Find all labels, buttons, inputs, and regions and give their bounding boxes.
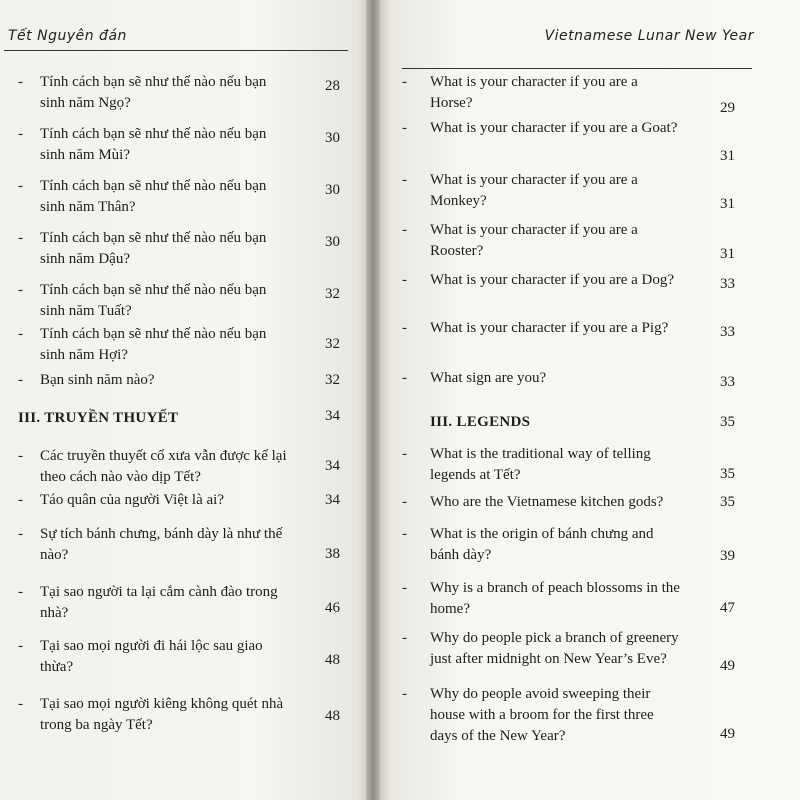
entry-line: Tính cách bạn sẽ như thế nào nếu bạn — [40, 74, 267, 90]
entry-line: Tại sao mọi người đi hái lộc sau giao — [40, 638, 263, 654]
entry-page-number: 33 — [720, 324, 735, 340]
entry-text — [40, 176, 310, 218]
right-running-head: Vietnamese Lunar New Year — [544, 28, 754, 44]
entry-text — [430, 628, 698, 670]
entry-dash: - — [402, 580, 407, 596]
entry-dash: - — [402, 446, 407, 462]
entry-line: sinh năm Tuất? — [40, 303, 132, 319]
section-heading: III. TRUYỀN THUYẾT — [18, 410, 179, 426]
entry-page-number: 35 — [720, 494, 735, 510]
entry-line: What is the traditional way of telling — [430, 446, 651, 462]
entry-line: sinh năm Ngọ? — [40, 95, 131, 111]
entry-text — [430, 170, 698, 212]
entry-text — [40, 490, 310, 511]
entry-line: What is your character if you are a — [430, 172, 638, 188]
entry-text — [40, 370, 310, 391]
entry-dash: - — [18, 638, 23, 654]
entry-page-number: 31 — [720, 148, 735, 164]
entry-page-number: 31 — [720, 196, 735, 212]
entry-page-number: 31 — [720, 246, 735, 262]
entry-line: Horse? — [430, 95, 473, 111]
entry-dash: - — [402, 222, 407, 238]
entry-line: Các truyền thuyết cổ xưa vẫn được kể lại — [40, 448, 287, 464]
entry-line: What is your character if you are a — [430, 74, 638, 90]
entry-line: Monkey? — [430, 193, 487, 209]
entry-dash: - — [402, 120, 407, 136]
entry-page-number: 30 — [325, 234, 340, 250]
entry-line: Tính cách bạn sẽ như thế nào nếu bạn — [40, 230, 267, 246]
entry-line: Sự tích bánh chưng, bánh dày là như thế — [40, 526, 283, 542]
entry-page-number: 49 — [720, 726, 735, 742]
entry-dash: - — [18, 230, 23, 246]
entry-dash: - — [18, 448, 23, 464]
entry-line: theo cách nào vào dịp Tết? — [40, 469, 201, 485]
entry-text — [430, 444, 698, 486]
entry-line: sinh năm Dậu? — [40, 251, 130, 267]
entry-dash: - — [402, 74, 407, 90]
entry-dash: - — [18, 372, 23, 388]
entry-text — [430, 220, 698, 262]
entry-page-number: 33 — [720, 276, 735, 292]
entry-page-number: 32 — [325, 372, 340, 388]
entry-dash: - — [402, 494, 407, 510]
entry-line: Why do people pick a branch of greenery — [430, 630, 679, 646]
entry-dash: - — [18, 326, 23, 342]
entry-dash: - — [18, 526, 23, 542]
entry-line: What is your character if you are a Dog? — [430, 272, 675, 288]
entry-line: sinh năm Hợi? — [40, 347, 128, 363]
entry-text — [40, 228, 310, 270]
entry-page-number: 38 — [325, 546, 340, 562]
section-heading: III. LEGENDS — [430, 414, 531, 430]
entry-text — [40, 582, 310, 624]
entry-text — [40, 324, 310, 366]
entry-line: just after midnight on New Year’s Eve? — [430, 651, 667, 667]
entry-text — [430, 578, 698, 620]
section-page-number: 34 — [325, 408, 340, 424]
entry-dash: - — [18, 74, 23, 90]
entry-dash: - — [402, 272, 407, 288]
entry-text — [430, 318, 698, 339]
entry-text — [40, 280, 310, 322]
entry-dash: - — [402, 630, 407, 646]
entry-line: nhà? — [40, 605, 69, 621]
entry-line: What sign are you? — [430, 370, 547, 386]
entry-page-number: 34 — [325, 458, 340, 474]
left-running-head: Tết Nguyên đán — [8, 28, 127, 44]
entry-text — [40, 524, 310, 566]
entry-page-number: 48 — [325, 652, 340, 668]
entry-line: trong ba ngày Tết? — [40, 717, 153, 733]
section-page-number: 35 — [720, 414, 735, 430]
entry-line: bánh dày? — [430, 547, 492, 563]
entry-line: Why do people avoid sweeping their — [430, 686, 651, 702]
entry-line: Tại sao mọi người kiêng không quét nhà — [40, 696, 284, 712]
entry-line: days of the New Year? — [430, 728, 566, 744]
entry-line: sinh năm Thân? — [40, 199, 136, 215]
entry-page-number: 32 — [325, 336, 340, 352]
entry-line: What is your character if you are a Pig? — [430, 320, 669, 336]
entry-line: house with a broom for the first three — [430, 707, 654, 723]
entry-page-number: 29 — [720, 100, 735, 116]
entry-dash: - — [18, 126, 23, 142]
entry-line: Tại sao người ta lại cắm cành đào trong — [40, 584, 278, 600]
entry-line: Why is a branch of peach blossoms in the — [430, 580, 680, 596]
entry-line: thừa? — [40, 659, 74, 675]
entry-line: Táo quân của người Việt là ai? — [40, 492, 224, 508]
entry-page-number: 30 — [325, 182, 340, 198]
entry-page-number: 33 — [720, 374, 735, 390]
entry-line: nào? — [40, 547, 69, 563]
entry-page-number: 47 — [720, 600, 735, 616]
entry-text — [430, 492, 698, 513]
entry-text — [40, 124, 310, 166]
entry-dash: - — [18, 282, 23, 298]
left-header-rule — [4, 50, 348, 51]
entry-page-number: 32 — [325, 286, 340, 302]
entry-text — [430, 684, 698, 747]
entry-dash: - — [402, 172, 407, 188]
entry-line: What is your character if you are a Goat? — [430, 120, 678, 136]
entry-text — [430, 118, 698, 139]
entry-dash: - — [18, 492, 23, 508]
entry-text — [430, 72, 698, 114]
right-header-rule — [402, 68, 752, 69]
entry-dash: - — [18, 584, 23, 600]
book-gutter — [366, 0, 380, 800]
entry-dash: - — [402, 370, 407, 386]
entry-page-number: 30 — [325, 130, 340, 146]
entry-line: Rooster? — [430, 243, 484, 259]
entry-line: home? — [430, 601, 470, 617]
entry-dash: - — [402, 686, 407, 702]
entry-line: Tính cách bạn sẽ như thế nào nếu bạn — [40, 178, 267, 194]
entry-line: Tính cách bạn sẽ như thế nào nếu bạn — [40, 326, 267, 342]
entry-line: Who are the Vietnamese kitchen gods? — [430, 494, 664, 510]
entry-text — [40, 694, 310, 736]
entry-page-number: 39 — [720, 548, 735, 564]
entry-line: Tính cách bạn sẽ như thế nào nếu bạn — [40, 282, 267, 298]
entry-line: sinh năm Mùi? — [40, 147, 130, 163]
entry-page-number: 46 — [325, 600, 340, 616]
entry-text — [430, 524, 698, 566]
entry-page-number: 49 — [720, 658, 735, 674]
entry-page-number: 48 — [325, 708, 340, 724]
entry-page-number: 28 — [325, 78, 340, 94]
entry-line: Bạn sinh năm nào? — [40, 372, 155, 388]
entry-line: Tính cách bạn sẽ như thế nào nếu bạn — [40, 126, 267, 142]
entry-text — [430, 270, 698, 291]
entry-dash: - — [18, 696, 23, 712]
entry-text — [40, 72, 310, 114]
entry-page-number: 35 — [720, 466, 735, 482]
entry-text — [430, 368, 698, 389]
entry-line: What is the origin of bánh chưng and — [430, 526, 654, 542]
entry-dash: - — [402, 526, 407, 542]
left-page — [0, 0, 368, 800]
entry-text — [40, 636, 310, 678]
entry-text — [40, 446, 310, 488]
entry-dash: - — [18, 178, 23, 194]
entry-line: What is your character if you are a — [430, 222, 638, 238]
entry-dash: - — [402, 320, 407, 336]
entry-page-number: 34 — [325, 492, 340, 508]
entry-line: legends at Tết? — [430, 467, 521, 483]
